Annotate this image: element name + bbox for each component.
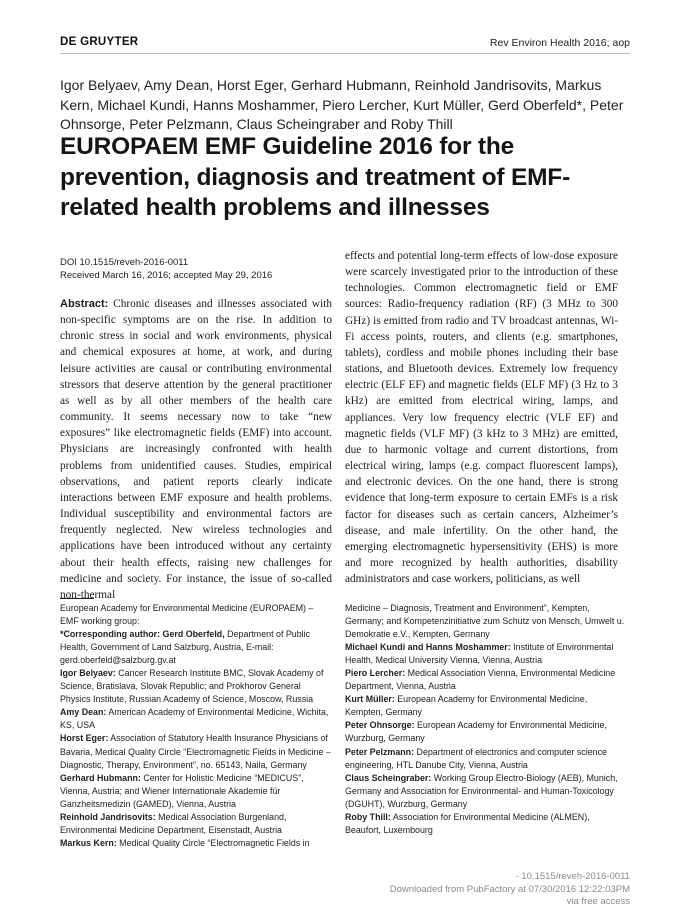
affiliations-left (60, 602, 332, 850)
affiliation-item: Claus Scheingraber: Working Group Electro-Biology (AEB), Munich, Germany and Association for Environmental- and Human-Toxicology (DGUHT), Wurzburg, Germany (345, 772, 618, 809)
stamp-doi: - 10.1515/reveh-2016-0011 (515, 871, 630, 882)
journal-citation: Rev Environ Health 2016; aop (489, 37, 630, 49)
abstract-label: Abstract: (60, 298, 109, 310)
affiliation-item: Medicine – Diagnosis, Treatment and Environment”, Kempten, Germany; and Kompetenzinitiative zum Schutz von Mensch, Umwelt u. Demokratie e.V., Kempten, Germany (345, 603, 625, 640)
affiliation-item: Amy Dean: American Academy of Environmental Medicine, Wichita, KS, USA (60, 707, 329, 731)
abstract-text-right: effects and potential long-term effects of low-dose exposure were scarcely investigated prior to the introduction of these technologies. Common electromagnetic field or EMF sources: Radio-frequency radiation (RF) (3 MHz to 300 GHz) is emitted from radio and TV broadcast antennas, Wi-Fi access points, routers, and clients (e.g. smartphones, tablets), cordless and mobile phones including their base stations, and Bluetooth devices. Extremely low frequency electric (ELF EF) and magnetic fields (ELF MF) (3 Hz to 3 kHz) are emitted from electrical wiring, lamps, and appliances. Very low frequency electric (VLF EF) and magnetic fields (VLF MF) (3 kHz to 3 MHz) are emitted, due to harmonic voltage and current distortions, from electrical wiring, lamps (e.g. compact fluorescent lamps), and electronic devices. On the one hand, there is strong evidence that long-term exposure to certain EMFs is a risk factor for diseases such as certain cancers, Alzheimer’s disease, and male infertility. On the other hand, the emerging electromagnetic hypersensitivity (EHS) is more and more recognized by health authorities, disability administrators and case workers, politicians, as well (345, 250, 618, 586)
affiliation-item: *Corresponding author: Gerd Oberfeld, Department of Public Health, Government of Land Salzburg, Austria, E-mail: gerd.oberfeld@salzburg.gv.at (60, 629, 311, 666)
affiliation-item: Horst Eger: Association of Statutory Health Insurance Physicians of Bavaria, Medical Quality Circle “Electromagnetic Fields in Medicine – Diagnostic, Therapy, Environment”, no. 65143, Naila, Germany (60, 733, 331, 770)
affiliation-item: Igor Belyaev: Cancer Research Institute BMC, Slovak Academy of Science, Bratislava, Slovak Republic; and Prokhorov General Physics Institute, Russian Academy of Science, Moscow, Russia (60, 668, 324, 705)
author-list: Igor Belyaev, Amy Dean, Horst Eger, Gerhard Hubmann, Reinhold Jandrisovits, Markus Kern, Michael Kundi, Hanns Moshammer, Piero Lercher, Kurt Müller, Gerd Oberfeld*, Peter Ohnsorge, Peter Pelzmann, Claus Scheingraber and Roby Thill (60, 77, 624, 133)
affiliation-item: Kurt Müller: European Academy for Environmental Medicine, Kempten, Germany (345, 694, 588, 718)
article-meta (60, 256, 350, 282)
publisher-name: DE GRUYTER (60, 36, 139, 48)
doi: DOI 10.1515/reveh-2016-0011 (60, 257, 189, 268)
affiliation-item: Piero Lercher: Medical Association Vienna, Environmental Medicine Department, Vienna, Austria (345, 668, 616, 692)
download-stamp (390, 871, 630, 909)
affiliation-item: Peter Ohnsorge: European Academy for Environmental Medicine, Wurzburg, Germany (345, 720, 607, 744)
affiliations-right (345, 602, 625, 837)
affiliation-item: Roby Thill: Association for Environmental Medicine (ALMEN), Beaufort, Luxembourg (345, 811, 590, 835)
affiliation-item: Markus Kern: Medical Quality Circle “Electromagnetic Fields in (60, 837, 310, 848)
abstract-left-column (60, 296, 332, 603)
abstract-right-column (345, 248, 618, 587)
affiliation-item: Michael Kundi and Hanns Moshammer: Institute of Environmental Health, Medical University Vienna, Vienna, Austria (345, 642, 614, 666)
footnote-divider (60, 598, 94, 599)
stamp-access: via free access (566, 896, 630, 907)
affiliation-item: Peter Pelzmann: Department of electronics and computer science engineering, HTL Danube City, Vienna, Austria (345, 746, 607, 770)
header-divider (60, 53, 630, 54)
affiliation-item: Reinhold Jandrisovits: Medical Association Burgenland, Environmental Medicine Department, Eisenstadt, Austria (60, 811, 287, 835)
article-title: EUROPAEM EMF Guideline 2016 for the prevention, diagnosis and treatment of EMF-related health problems and illnesses (60, 133, 571, 221)
stamp-download: Downloaded from PubFactory at 07/30/2016 12:22:03PM (389, 883, 630, 895)
abstract-text-left: Chronic diseases and illnesses associated with non-specific symptoms are on the rise. In addition to chronic stress in social and work environments, physical and chemical exposures at home, at work, and during leisure activities are causal or contributing environmental stressors that deserve attention by the general practitioner as well as by all other members of the health care community. It seems necessary now to take “new exposures” like electromagnetic fields (EMF) into account. Physicians are increasingly confronted with health problems from unidentified causes. Studies, empirical observations, and patient reports clearly indicate interactions between EMF exposure and health problems. Individual susceptibility and environmental factors are frequently neglected. New wireless technologies and applications have been introduced without any certainty about their health effects, raising new challenges for medicine and society. For instance, the issue of so-called non-thermal (60, 298, 333, 601)
received-date: Received March 16, 2016; accepted May 29, 2016 (60, 270, 273, 281)
affiliation-item: European Academy for Environmental Medicine (EUROPAEM) – EMF working group: (60, 603, 314, 627)
affiliation-item: Gerhard Hubmann: Center for Holistic Medicine “MEDICUS”, Vienna, Austria; and Wiener Internationale Akademie für Ganzheitsmedizin (GAMED), Vienna, Austria (60, 772, 304, 809)
